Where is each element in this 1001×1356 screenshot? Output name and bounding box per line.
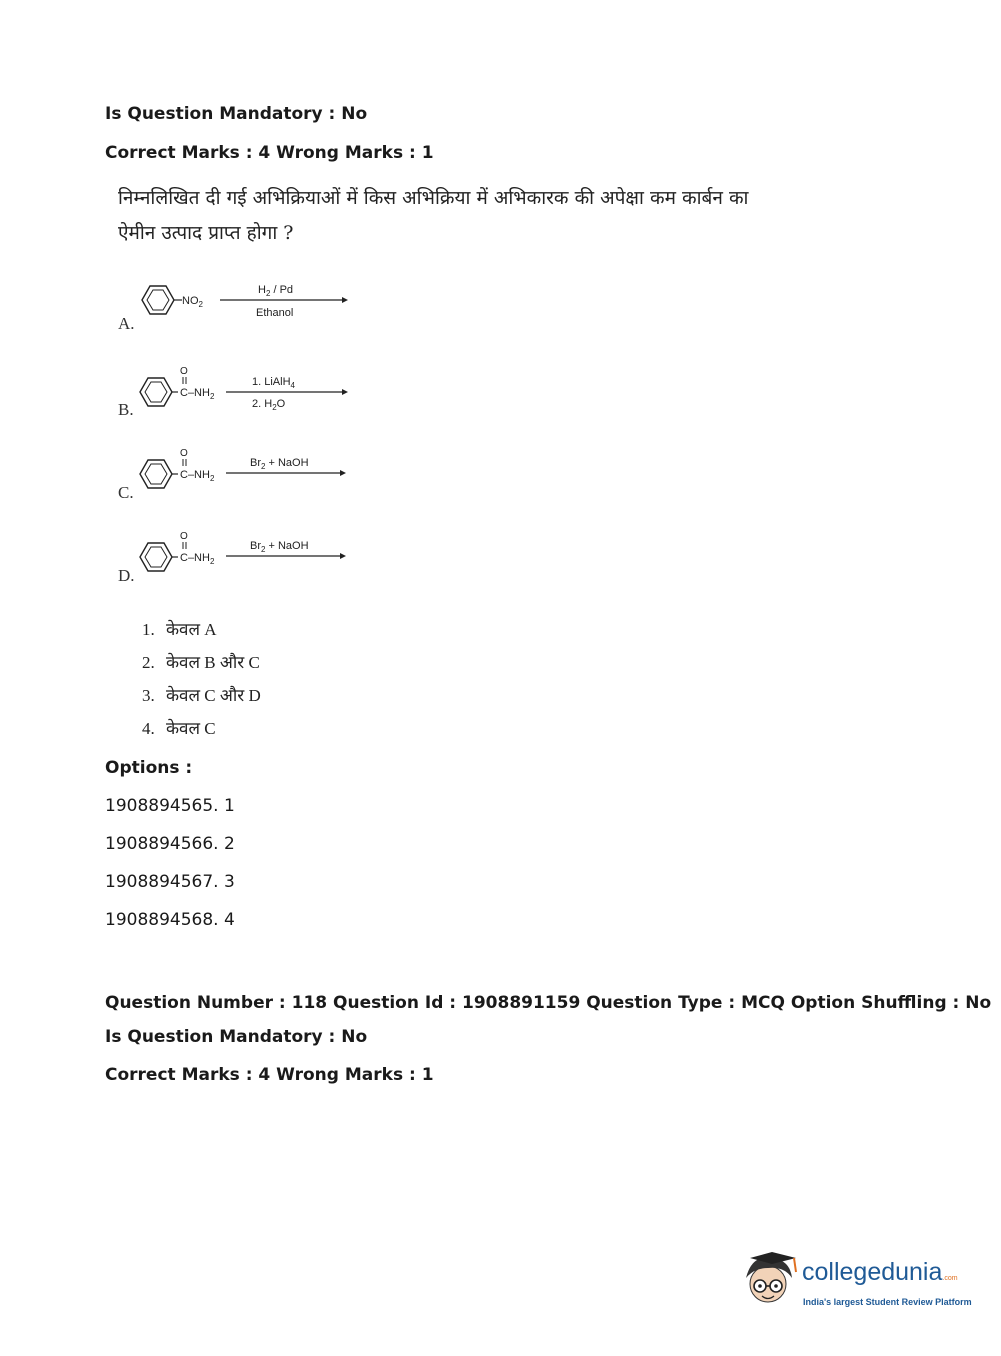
reaction-label-c: C. — [118, 483, 134, 502]
question-mandatory: Is Question Mandatory : No — [105, 1027, 368, 1047]
svg-text:O: O — [180, 366, 188, 377]
reaction-label-a: A. — [118, 314, 135, 333]
options-heading: Options : — [105, 758, 193, 778]
option-item: 1908894565. 1 — [105, 796, 235, 816]
reagent-top-a: $H_2$ / Pd — [258, 284, 294, 298]
mascot-icon — [738, 1248, 802, 1314]
substituent-b: $C-NH_2$ — [180, 387, 215, 401]
benzene-ring-icon — [140, 543, 172, 571]
reagent-top-d: $Br_2$ + NaOH — [250, 540, 309, 554]
benzene-ring-icon — [142, 286, 174, 314]
reaction-d — [130, 525, 360, 585]
substituent-d: $C-NH_2$ — [180, 552, 215, 566]
svg-text:O: O — [180, 531, 188, 542]
choice-item: 3. केवल C और D — [142, 686, 261, 705]
choice-item: 2. केवल B और C — [142, 653, 260, 672]
logo-wordmark: collegedunia.com — [802, 1258, 958, 1286]
collegedunia-logo[interactable] — [738, 1248, 970, 1316]
reagent-bottom-b: 2. $H_2O$ — [252, 398, 286, 412]
reaction-a — [130, 272, 360, 332]
question-header: Question Number : 118 Question Id : 1908891159 Question Type : MCQ Option Shuffling : No — [105, 993, 992, 1013]
reaction-c — [130, 442, 360, 502]
substituent-c: $C-NH_2$ — [180, 469, 215, 483]
reaction-label-d: D. — [118, 566, 135, 585]
question-marks: Correct Marks : 4 Wrong Marks : 1 — [105, 1065, 434, 1085]
benzene-ring-icon — [140, 460, 172, 488]
reagent-bottom-a: Ethanol — [256, 307, 294, 319]
question-mandatory: Is Question Mandatory : No — [105, 104, 368, 124]
question-text-line-2: ऐमीन उत्पाद प्राप्त होगा ? — [118, 222, 294, 244]
option-item: 1908894567. 3 — [105, 872, 235, 892]
substituent-a: $NO_2$ — [182, 295, 203, 309]
choice-item: 4. केवल C — [142, 719, 216, 738]
reaction-label-b: B. — [118, 400, 134, 419]
question-text-line-1: निम्नलिखित दी गई अभिक्रियाओं में किस अभिक्रिया में अभिकारक की अपेक्षा कम कार्बन का — [118, 187, 749, 209]
reaction-b — [130, 360, 360, 420]
logo-tagline: India's largest Student Review Platform — [803, 1297, 972, 1307]
svg-text:O: O — [180, 448, 188, 459]
reagent-top-c: $Br_2$ + NaOH — [250, 457, 309, 471]
choice-item: 1. केवल A — [142, 620, 217, 639]
option-item: 1908894568. 4 — [105, 910, 235, 930]
benzene-ring-icon — [140, 378, 172, 406]
reagent-top-b: 1. LiAlH$_4$ — [252, 376, 295, 390]
question-marks: Correct Marks : 4 Wrong Marks : 1 — [105, 143, 434, 163]
option-item: 1908894566. 2 — [105, 834, 235, 854]
